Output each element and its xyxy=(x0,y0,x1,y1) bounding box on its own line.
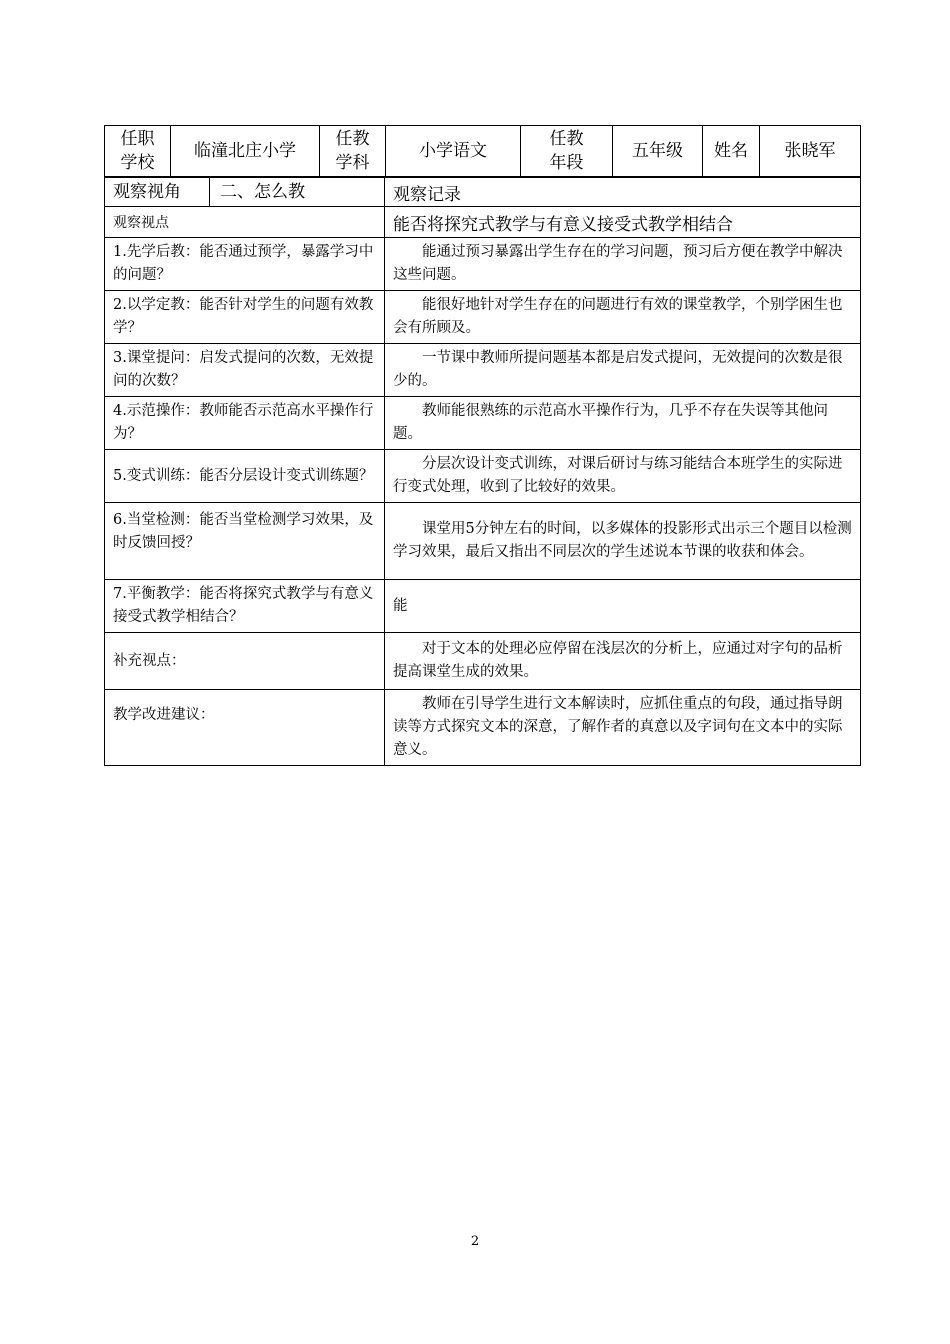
teacher-info-table xyxy=(104,125,861,177)
record-cell: 分层次设计变式训练，对课后研讨与练习能结合本班学生的实际进行变式处理，收到了比较好的效果。 xyxy=(385,450,861,503)
subject-value: 小学语文 xyxy=(386,126,521,177)
viewpoint-cell: 4.示范操作：教师能否示范高水平操作行为？ xyxy=(105,397,385,450)
table-row xyxy=(105,397,861,450)
record-cell: 对于文本的处理必应停留在浅层次的分析上，应通过对字句的品析提高课堂生成的效果。 xyxy=(385,633,861,690)
table-row xyxy=(105,503,861,580)
table-row xyxy=(105,450,861,503)
viewpoint-cell: 3.课堂提问：启发式提问的次数，无效提问的次数？ xyxy=(105,344,385,397)
record-cell: 课堂用5分钟左右的时间，以多媒体的投影形式出示三个题目以检测学习效果，最后又指出不同层次的学生述说本节课的收获和体会。 xyxy=(385,503,861,580)
viewpoint-cell: 1.先学后教：能否通过预学，暴露学习中的问题？ xyxy=(105,238,385,291)
record-cell: 能 xyxy=(385,580,861,633)
record-cell: 一节课中教师所提问题基本都是启发式提问，无效提问的次数是很少的。 xyxy=(385,344,861,397)
viewpoint-cell: 2.以学定教：能否针对学生的问题有效教学？ xyxy=(105,291,385,344)
grade-label: 任教 年段 xyxy=(521,126,613,177)
school-value: 临潼北庄小学 xyxy=(171,126,320,177)
grade-value: 五年级 xyxy=(613,126,703,177)
page-number: 2 xyxy=(470,1234,480,1249)
viewpoint-cell: 7.平衡教学：能否将探究式教学与有意义接受式教学相结合？ xyxy=(105,580,385,633)
viewpoint-label: 观察视点 xyxy=(105,207,385,238)
supplementary-viewpoint-label: 补充视点： xyxy=(105,633,385,690)
table-row xyxy=(105,580,861,633)
table-row xyxy=(105,344,861,397)
viewpoint-cell: 6.当堂检测：能否当堂检测学习效果，及时反馈回授？ xyxy=(105,503,385,580)
record-cell: 教师能很熟练的示范高水平操作行为，几乎不存在失误等其他问题。 xyxy=(385,397,861,450)
viewpoint-title: 能否将探究式教学与有意义接受式教学相结合 xyxy=(385,207,861,238)
viewpoint-header-row xyxy=(105,207,861,238)
table-row xyxy=(105,690,861,766)
school-label: 任职 学校 xyxy=(105,126,171,177)
table-row xyxy=(105,238,861,291)
record-cell: 教师在引导学生进行文本解读时，应抓住重点的句段，通过指导朗读等方式探究文本的深意，了解作者的真意以及字词句在文本中的实际意义。 xyxy=(385,690,861,766)
angle-label: 观察视角 xyxy=(105,178,210,206)
name-value: 张晓军 xyxy=(760,126,861,177)
table-row xyxy=(105,291,861,344)
subject-label: 任教 学科 xyxy=(320,126,386,177)
angle-value: 二、怎么教 xyxy=(220,182,305,202)
record-label: 观察记录 xyxy=(385,178,861,207)
improvement-suggestion-label: 教学改进建议： xyxy=(105,690,385,766)
viewpoint-cell: 5.变式训练：能否分层设计变式训练题？ xyxy=(105,450,385,503)
table-row xyxy=(105,633,861,690)
observation-table xyxy=(104,177,861,766)
name-label: 姓名 xyxy=(703,126,760,177)
record-cell: 能很好地针对学生存在的问题进行有效的课堂教学，个别学困生也会有所顾及。 xyxy=(385,291,861,344)
angle-row xyxy=(105,178,861,207)
record-cell: 能通过预习暴露出学生存在的学习问题，预习后方便在教学中解决这些问题。 xyxy=(385,238,861,291)
